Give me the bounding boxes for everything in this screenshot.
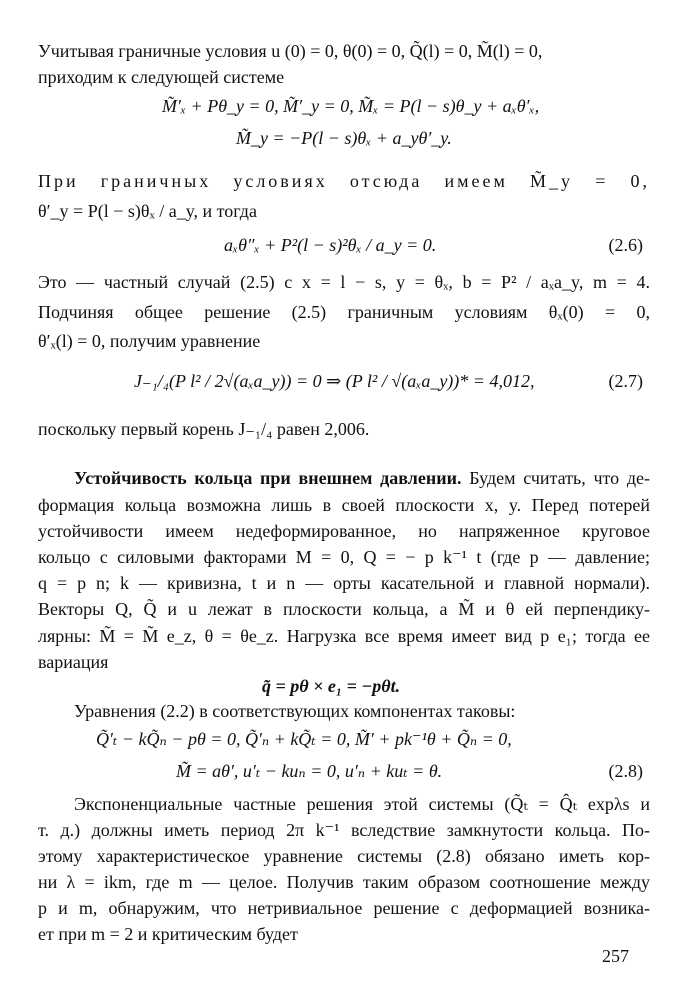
equation-number: (2.6) [608, 235, 643, 255]
text-line: θ′ₓ(l) = 0, получим уравнение [38, 331, 261, 351]
page-number: 257 [602, 946, 629, 966]
text-line: этому характеристическое уравнение системы (2.8) обязано иметь кор- [38, 846, 650, 866]
text-line: лярны: M̃ = M̃ e_z, θ = θe_z. Нагрузка все время имеет вид p e₁; тогда ее [38, 626, 650, 646]
text-line: Это — частный случай (2.5) с x = l − s, y = θₓ, b = P² / aₓa_y, m = 4. [38, 272, 650, 292]
text-line: вариация [38, 652, 109, 672]
section-first-line [74, 467, 650, 489]
text-line: т. д.) должны иметь период 2π k⁻¹ вследствие замкнутости кольца. По- [38, 820, 650, 840]
text-line: Уравнения (2.2) в соответствующих компонентах таковы: [74, 701, 516, 721]
section-heading: Устойчивость кольца при внешнем давлении. [74, 468, 462, 488]
formula-line: M̃′ₓ + Pθ_y = 0, M̃′_y = 0, M̃ₓ = P(l − s)θ_y + aₓθ′ₓ, [162, 96, 540, 116]
text-line: кольцо с силовыми факторами M = 0, Q = − p k⁻¹ t (где p — давление; [38, 547, 650, 567]
text-line: поскольку первый корень J₋₁/₄ равен 2,006. [38, 419, 370, 439]
text-line: q = p n; k — кривизна, t и n — орты касательной и главной нормали). [38, 573, 650, 593]
equation-number: (2.7) [608, 371, 643, 391]
formula-line: M̃_y = −P(l − s)θₓ + a_yθ′_y. [236, 128, 452, 148]
text-line: приходим к следующей системе [38, 67, 285, 87]
formula-line: M̃ = aθ′, u′ₜ − kuₙ = 0, u′ₙ + kuₜ = θ. [176, 761, 443, 781]
formula-line: q̃ = pθ × e₁ = −pθt. [262, 676, 401, 696]
text-fragment: Будем считать, что де- [469, 468, 650, 488]
formula-line: aₓθ″ₓ + P²(l − s)²θₓ / a_y = 0. [224, 235, 437, 255]
text-line: ет при m = 2 и критическим будет [38, 924, 298, 944]
text-line: Векторы Q, Q̃ и u лежат в плоскости кольца, а M̃ и θ ей перпендику- [38, 599, 650, 619]
equation-number: (2.8) [608, 761, 643, 781]
text-line: При граничных условиях отсюда имеем M̃_y = 0, [38, 171, 650, 191]
text-line: формация кольца возможна лишь в своей плоскости x, y. Перед потерей [38, 495, 650, 515]
text-line: Подчиняя общее решение (2.5) граничным условиям θₓ(0) = 0, [38, 302, 650, 322]
text-line: p и m, обнаружим, что нетривиальное решение с деформацией возника- [38, 898, 650, 918]
text-line: θ′_y = P(l − s)θₓ / a_y, и тогда [38, 201, 257, 221]
formula-line: J₋₁/₄(P l² / 2√(aₓa_y)) = 0 ⇒ (P l² / √(aₓa_y))* = 4,012, [134, 371, 535, 391]
text-line: Учитывая граничные условия u (0) = 0, θ(0) = 0, Q̃(l) = 0, M̃(l) = 0, [38, 41, 543, 61]
text-line: устойчивости имеем недеформированное, но напряженное круговое [38, 521, 650, 541]
formula-line: Q̃′ₜ − kQ̃ₙ − pθ = 0, Q̃′ₙ + kQ̃ₜ = 0, M̃′ + pk⁻¹θ + Q̃ₙ = 0, [96, 729, 512, 749]
text-line: ни λ = ikm, где m — целое. Получив таким образом соотношение между [38, 872, 650, 892]
text-line: Экспоненциальные частные решения этой системы (Q̃ₜ = Q̂ₜ expλs и [74, 794, 650, 814]
